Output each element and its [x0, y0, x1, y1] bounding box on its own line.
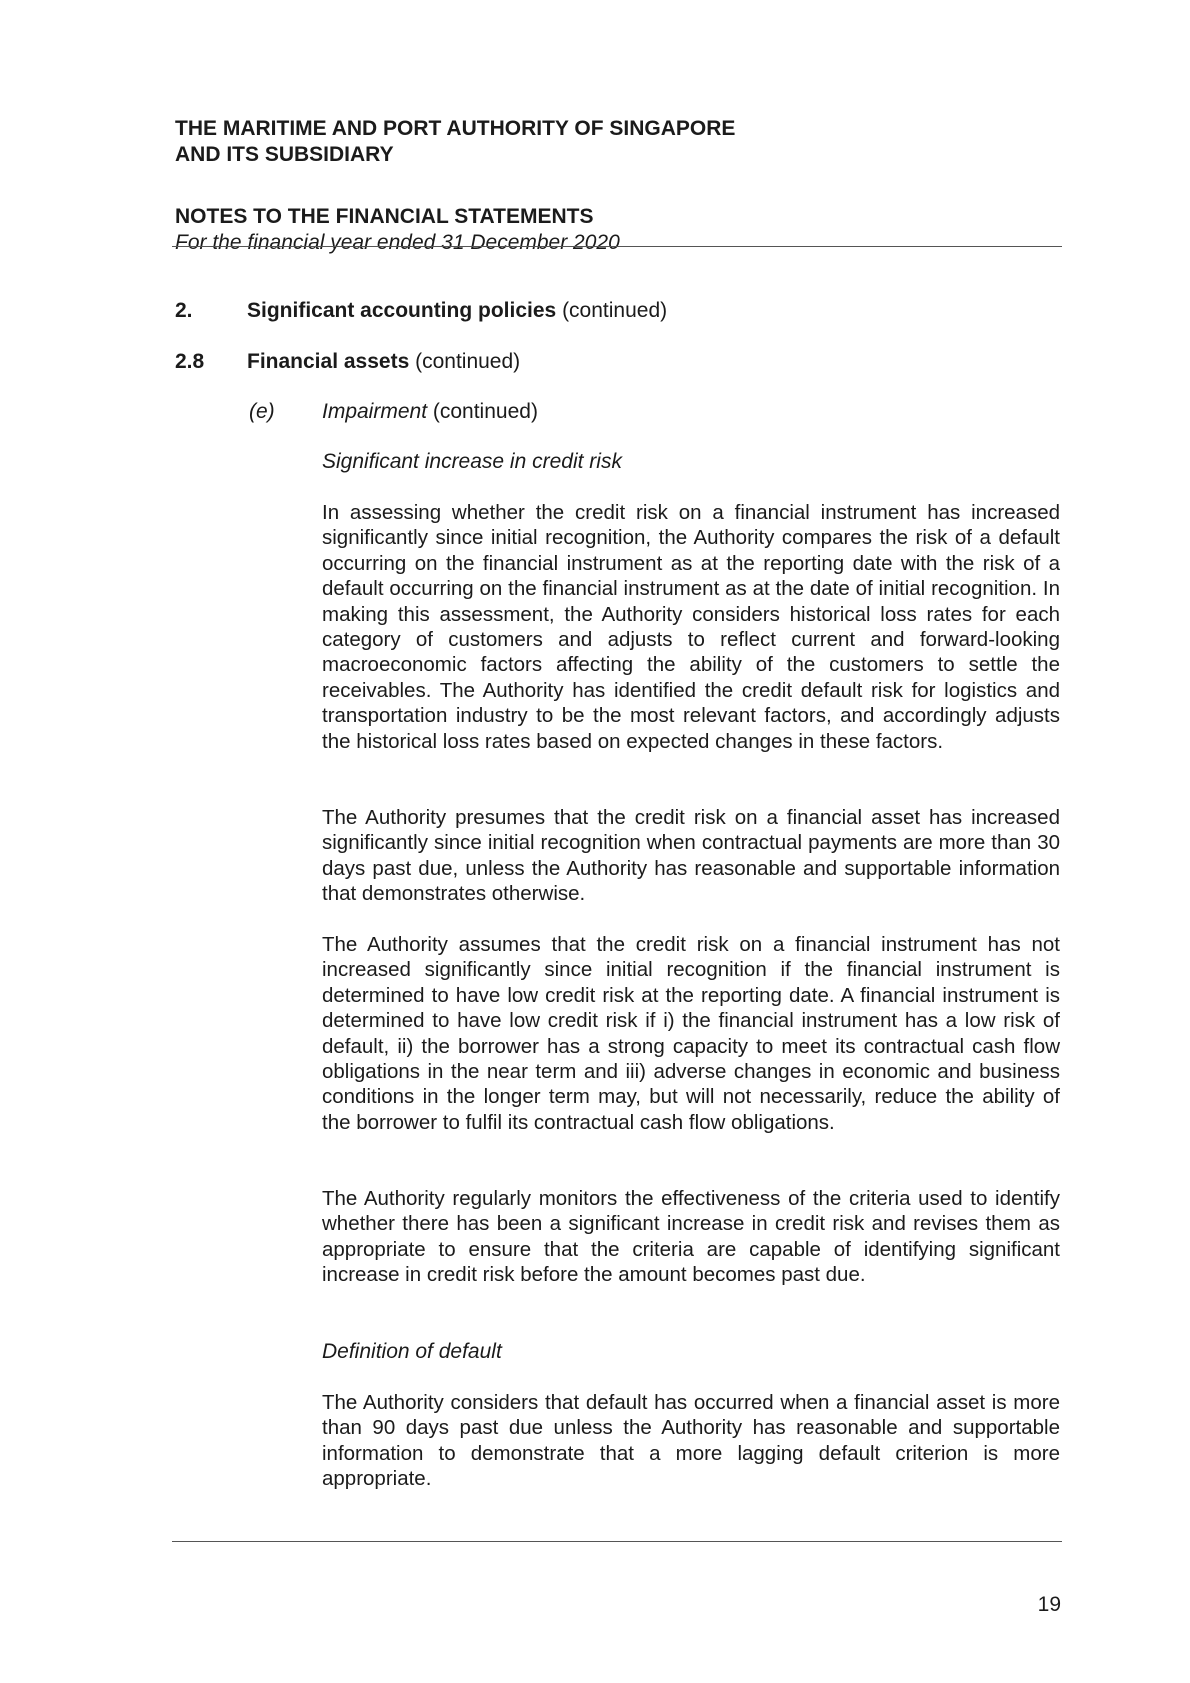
subsection-suffix: (continued) — [415, 350, 521, 373]
item-label: (e) — [249, 400, 275, 423]
paragraph-assessment: In assessing whether the credit risk on a financial instrument has increased significantly since initial recognition, the Authority compares the risk of a default occurring on the financial instrument as at the reporting date with the risk of a default occurring on the financial instrument as at the date of initial recognition. In making this assessment, the Authority considers historical loss rates for each category of customers and adjusts to reflect current and forward-looking macroeconomic factors affecting the ability of the customers to settle the receivables. The Authority has identified the credit default risk for logistics and transportation industry to be the most relevant factors, and accordingly adjusts the historical loss rates based on expected changes in these factors. — [322, 501, 1060, 753]
organization-name-line-1: THE MARITIME AND PORT AUTHORITY OF SINGAPORE — [175, 117, 736, 140]
section-title: Significant accounting policies — [247, 299, 557, 322]
subsection-title: Financial assets — [247, 350, 410, 373]
reporting-period: For the financial year ended 31 December 2020 — [175, 231, 620, 254]
footer-divider — [172, 1541, 1062, 1542]
paragraph-presumption: The Authority presumes that the credit risk on a financial asset has increased significantly since initial recognition when contractual payments are more than 30 days past due, unless the Authority has reasonable and supportable information that demonstrates otherwise. — [322, 806, 1060, 906]
section-title-wrap — [247, 298, 667, 324]
notes-title: NOTES TO THE FINANCIAL STATEMENTS — [175, 205, 594, 228]
page-number: 19 — [1037, 1593, 1061, 1616]
document-header — [175, 116, 1065, 256]
subheading-definition-of-default: Definition of default — [322, 1340, 502, 1363]
organization-name — [175, 116, 1065, 168]
paragraph-monitoring: The Authority regularly monitors the effectiveness of the criteria used to identify whether there has been a significant increase in credit risk and revises them as appropriate to ensure that the criteria are capable of identifying significant increase in credit risk before the amount becomes past due. — [322, 1187, 1060, 1287]
paragraph-default: The Authority considers that default has occurred when a financial asset is more than 90 days past due unless the Authority has reasonable and supportable information to demonstrate that a more lagging default criterion is more appropriate. — [322, 1391, 1060, 1491]
item-title-wrap — [322, 399, 538, 425]
subsection-number: 2.8 — [175, 350, 205, 373]
subsection-title-wrap — [247, 349, 520, 375]
section-suffix: (continued) — [562, 299, 668, 322]
item-suffix: (continued) — [432, 400, 538, 423]
organization-name-line-2: AND ITS SUBSIDIARY — [175, 143, 394, 166]
item-title: Impairment — [322, 400, 428, 423]
subheading-significant-increase: Significant increase in credit risk — [322, 450, 622, 473]
header-divider — [172, 246, 1062, 247]
paragraph-low-credit-risk: The Authority assumes that the credit risk on a financial instrument has not increased significantly since initial recognition if the financial instrument is determined to have low credit risk at the reporting date. A financial instrument is determined to have low credit risk if i) the financial instrument has a low risk of default, ii) the borrower has a strong capacity to meet its contractual cash flow obligations in the near term and iii) adverse changes in economic and business conditions in the longer term may, but will not necessarily, reduce the ability of the borrower to fulfil its contractual cash flow obligations. — [322, 933, 1060, 1134]
section-number: 2. — [175, 299, 193, 322]
